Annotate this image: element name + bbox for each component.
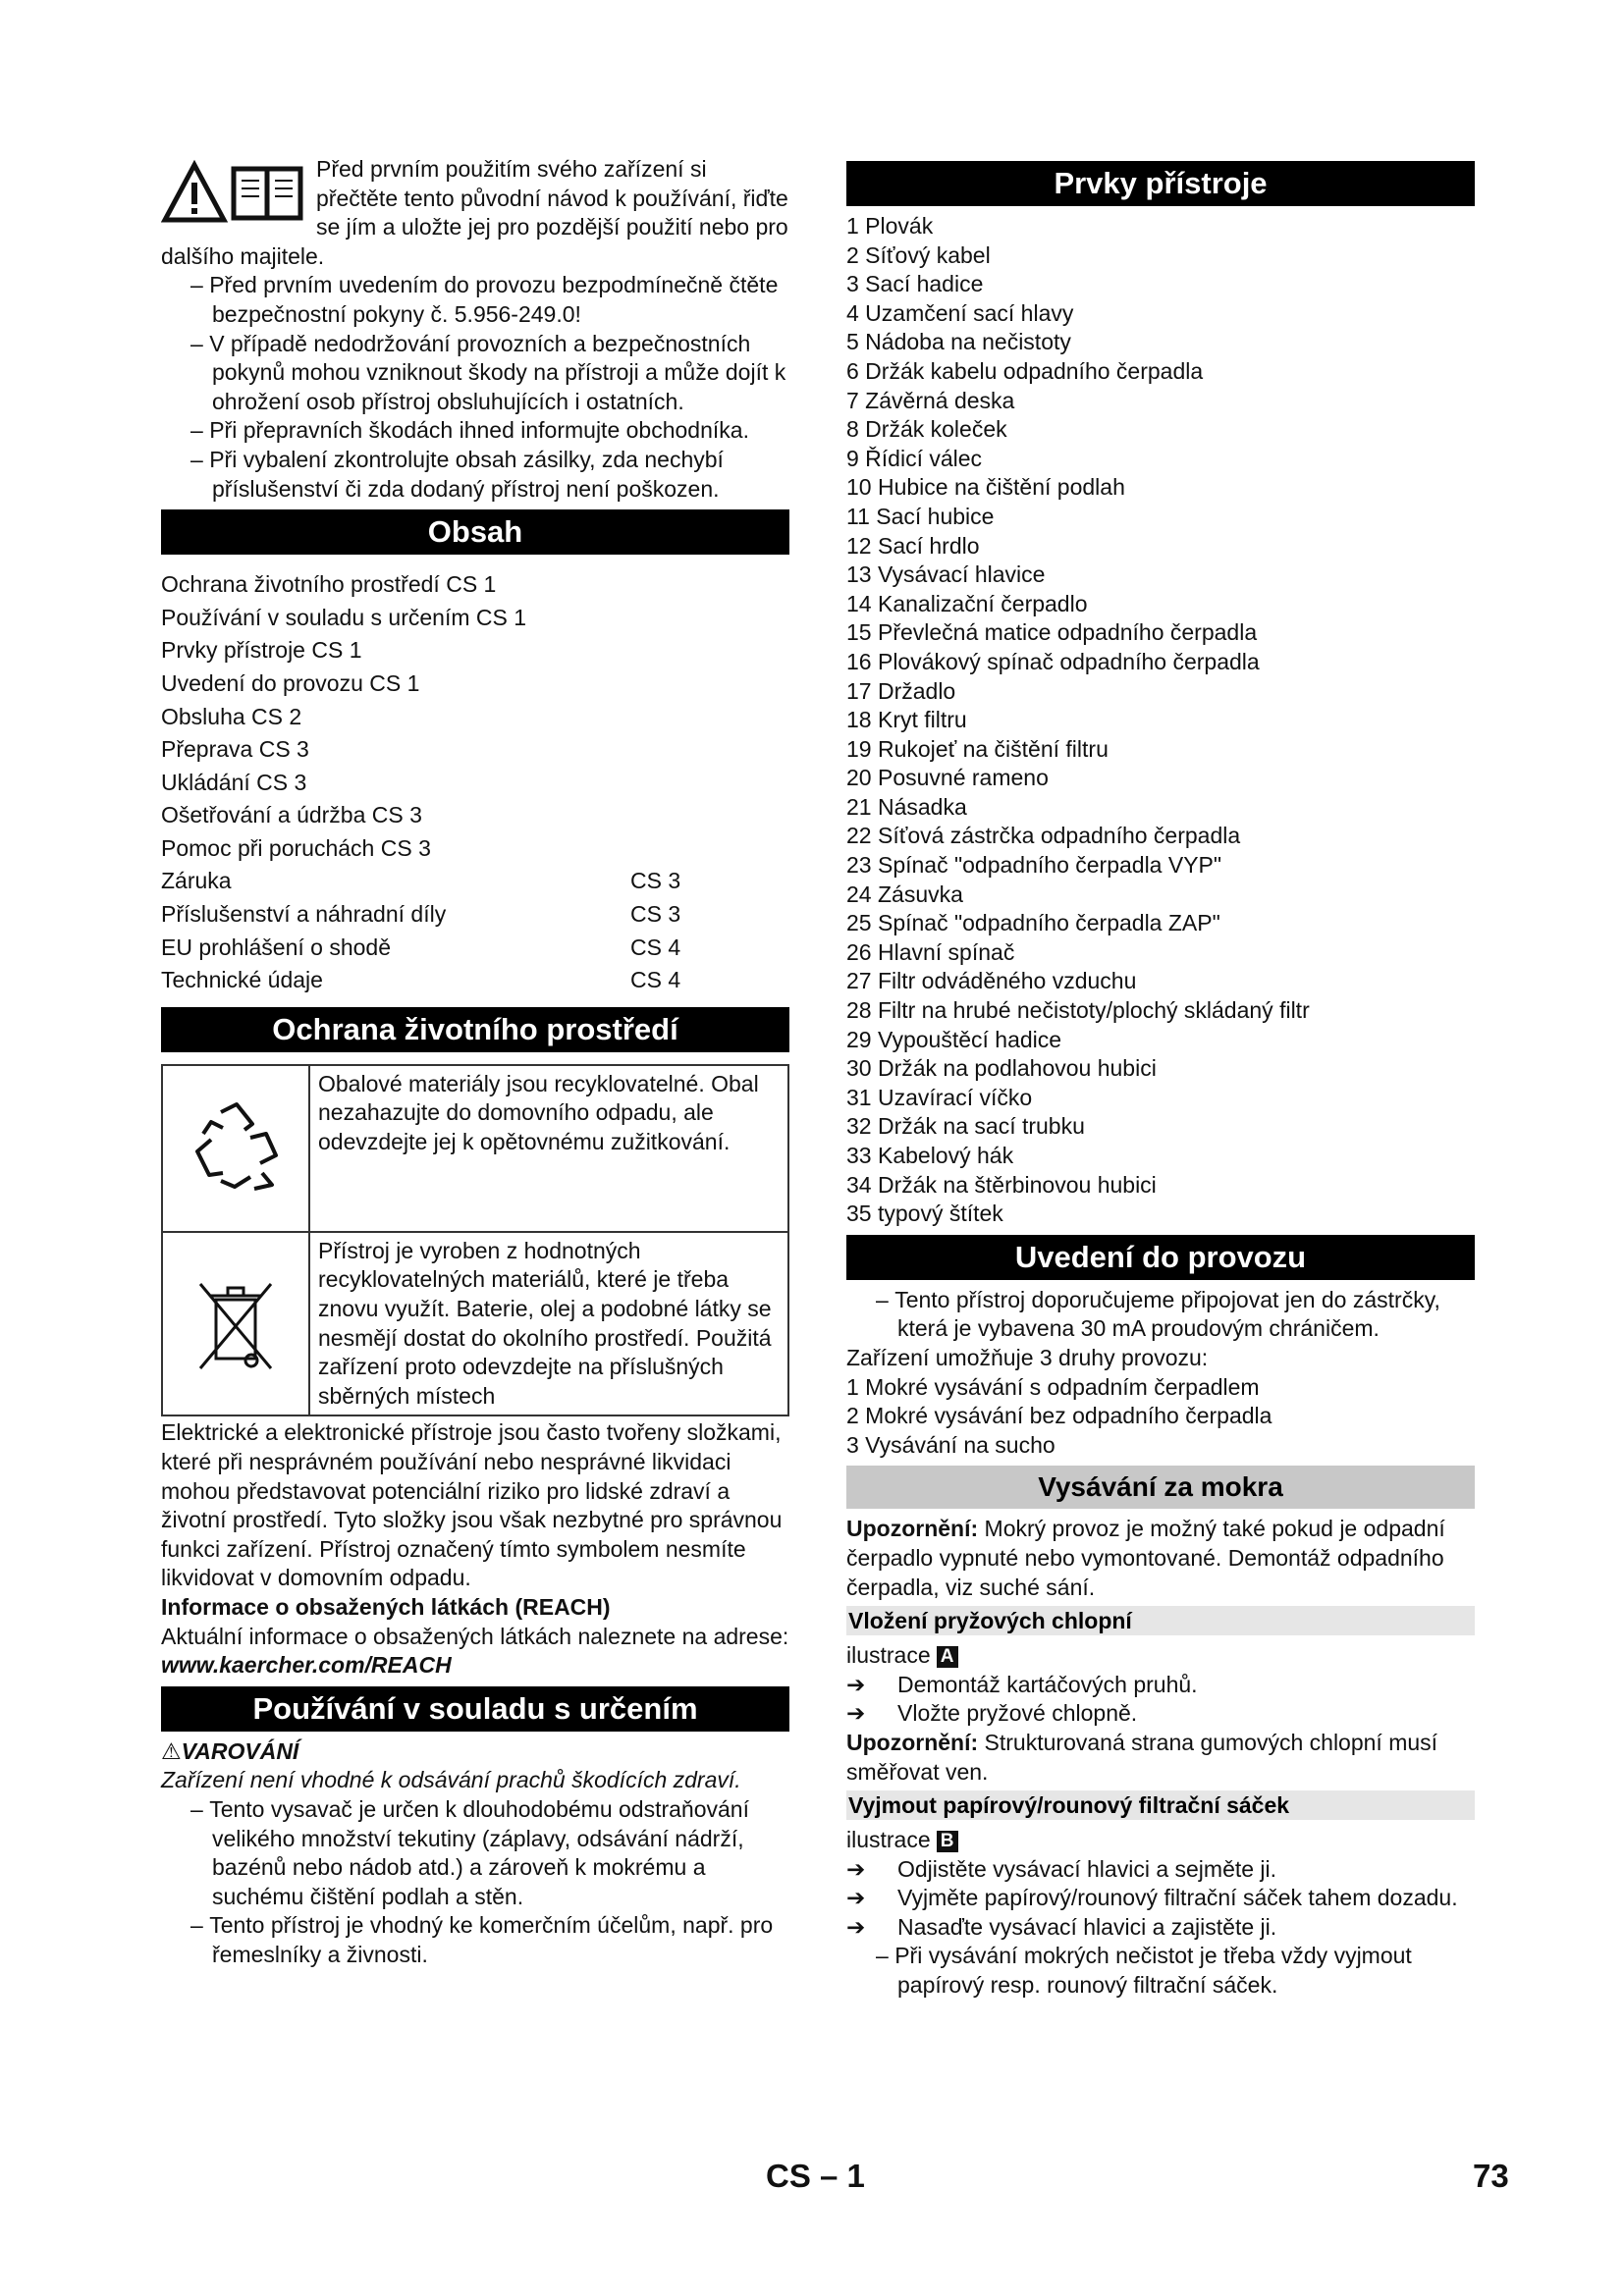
toc-label: Prvky přístroje CS 1 [161, 637, 362, 664]
reach-link[interactable]: www.kaercher.com/REACH [161, 1652, 452, 1679]
warning-line [161, 1737, 789, 1767]
left-column [161, 155, 789, 1970]
recycle-icon-cell [163, 1066, 310, 1231]
startup-heading: Uvedení do provozu [846, 1235, 1475, 1280]
environment-heading: Ochrana životního prostředí [161, 1007, 789, 1052]
mode-item: 2 Mokré vysávání bez odpadního čerpadla [846, 1403, 1272, 1429]
part-item: 16 Plovákový spínač odpadního čerpadla [846, 648, 1260, 674]
illustration-b-line [846, 1826, 1475, 1855]
part-item: 30 Držák na podlahovou hubici [846, 1055, 1157, 1082]
part-item: 27 Filtr odváděného vzduchu [846, 968, 1137, 994]
environment-table [161, 1064, 789, 1417]
toc-label: Ošetřování a údržba CS 3 [161, 802, 422, 828]
wet-note [846, 1515, 1475, 1602]
part-item: 12 Sací hrdlo [846, 532, 980, 559]
part-item: 24 Zásuvka [846, 881, 963, 907]
contents-heading: Obsah [161, 509, 789, 555]
flaps-step [846, 1671, 1475, 1700]
part-item: 25 Spínač "odpadního čerpadla ZAP" [846, 910, 1220, 936]
bag-bullet: – Při vysávání mokrých nečistot je třeba vždy vyjmout papírový resp. rounový filtrační sáček. [846, 1942, 1475, 2000]
intended-use-heading: Používání v souladu s určením [161, 1686, 789, 1732]
crossed-bin-icon [187, 1270, 285, 1378]
parts-heading: Prvky přístroje [846, 161, 1475, 206]
bin-row [163, 1231, 787, 1415]
toc-page: CS 3 [630, 901, 681, 928]
intro-bullet: – Při přepravních škodách ihned informujte obchodníka. [161, 416, 789, 446]
wet-note-text: Mokrý provoz je možný také pokud je odpadní čerpadlo vypnuté nebo vymontované. Demontáž odpadního čerpadla, viz suché sání. [846, 1516, 1445, 1600]
bag-step [846, 1855, 1475, 1885]
part-item: 21 Násadka [846, 793, 967, 820]
part-item: 14 Kanalizační čerpadlo [846, 590, 1088, 616]
arrow-icon: ➔ [846, 1671, 866, 1697]
toc-item[interactable] [161, 799, 789, 832]
bag-heading: Vyjmout papírový/rounový filtrační sáček [846, 1790, 1475, 1820]
toc-label: Ochrana životního prostředí CS 1 [161, 571, 497, 598]
arrow-icon: ➔ [846, 1855, 866, 1882]
part-item: 8 Držák koleček [846, 416, 1007, 443]
part-item: 1 Plovák [846, 213, 934, 239]
part-item: 3 Sací hadice [846, 271, 984, 297]
toc-label: Obsluha CS 2 [161, 703, 302, 729]
intro-text: Před prvním použitím svého zařízení si přečtěte tento původní návod k používání, řiďte se jím a uložte jej pro pozdější použití nebo pro dalšího majitele. [161, 156, 788, 269]
intro-bullet: – Před prvním uvedením do provozu bezpodmínečně čtěte bezpečnostní pokyny č. 5.956-249.0! [161, 271, 789, 329]
part-item: 22 Síťová zástrčka odpadního čerpadla [846, 823, 1241, 849]
warning-manual-icon [161, 157, 306, 226]
recycle-text: Obalové materiály jsou recyklovatelné. Obal nezahazujte do domovního odpadu, ale odevzdejte jej k opětovnému zužitkování. [318, 1070, 759, 1155]
toc-label: Používání v souladu s určením CS 1 [161, 604, 527, 630]
flaps-step-text: Vložte pryžové chlopně. [897, 1700, 1138, 1727]
illustration-b-badge: B [937, 1831, 958, 1852]
toc-item[interactable] [161, 865, 789, 898]
toc-label: Uvedení do provozu CS 1 [161, 669, 420, 696]
arrow-icon: ➔ [846, 1700, 866, 1727]
intended-use-bullet: – Tento přístroj je vhodný ke komerčním účelům, např. pro řemeslníky a živnosti. [161, 1911, 789, 1969]
part-item: 2 Síťový kabel [846, 241, 991, 268]
intro-bullet: – V případě nedodržování provozních a bezpečnostních pokynů mohou vzniknout škody na přístroji a může dojít k ohrožení osob přístroj obsluhujících i ostatních. [161, 330, 789, 417]
part-item: 5 Nádoba na nečistoty [846, 329, 1071, 355]
reach-text: Aktuální informace o obsažených látkách naleznete na adrese: [161, 1623, 789, 1649]
illustration-label: ilustrace [846, 1827, 931, 1853]
part-item: 17 Držadlo [846, 677, 956, 704]
toc-label: Ukládání CS 3 [161, 769, 307, 795]
toc-item[interactable] [161, 602, 789, 635]
reach-heading: Informace o obsažených látkách (REACH) [161, 1593, 611, 1620]
footer-section: CS – 1 [766, 2158, 865, 2194]
part-item: 23 Spínač "odpadního čerpadla VYP" [846, 852, 1222, 879]
part-item: 6 Držák kabelu odpadního čerpadla [846, 357, 1204, 384]
illustration-label: ilustrace [846, 1642, 931, 1669]
part-item: 7 Závěrná deska [846, 387, 1015, 413]
toc-label: Záruka [161, 868, 232, 894]
part-item: 18 Kryt filtru [846, 707, 967, 733]
bag-step-text: Odjistěte vysávací hlavici a sejměte ji. [897, 1855, 1277, 1882]
intended-use-bullet: – Tento vysavač je určen k dlouhodobému odstraňování velikého množství tekutiny (záplavy, odsávání nádrží, bazénů nebo nádob atd.) a zároveň k mokrému a suchému čištění podlah a stěn. [161, 1795, 789, 1911]
toc-item[interactable] [161, 767, 789, 800]
toc-item[interactable] [161, 701, 789, 734]
flaps-note-text: Strukturovaná strana gumových chlopní musí směřovat ven. [846, 1729, 1438, 1785]
warning-text: Zařízení není vhodné k odsávání prachů škodících zdraví. [161, 1767, 741, 1793]
part-item: 9 Řídicí válec [846, 445, 983, 471]
part-item: 35 typový štítek [846, 1201, 1003, 1227]
toc-page: CS 3 [630, 868, 681, 894]
toc-item[interactable] [161, 634, 789, 667]
part-item: 19 Rukojeť na čištění filtru [846, 735, 1109, 762]
flaps-note [846, 1729, 1475, 1787]
contents-list [161, 568, 789, 997]
arrow-icon: ➔ [846, 1913, 866, 1940]
flaps-step [846, 1699, 1475, 1729]
bag-step [846, 1884, 1475, 1913]
toc-label: Přeprava CS 3 [161, 736, 309, 763]
warning-label: VAROVÁNÍ [181, 1737, 299, 1764]
part-item: 11 Sací hubice [846, 503, 995, 529]
warning-icon: ⚠ [161, 1737, 182, 1764]
part-item: 31 Uzavírací víčko [846, 1084, 1033, 1110]
toc-item[interactable] [161, 898, 789, 932]
toc-item[interactable] [161, 667, 789, 701]
bag-step [846, 1913, 1475, 1943]
toc-label: Technické údaje [161, 967, 323, 993]
toc-item[interactable] [161, 964, 789, 997]
mode-item: 1 Mokré vysávání s odpadním čerpadlem [846, 1373, 1260, 1400]
toc-page: CS 4 [630, 934, 681, 960]
bin-icon-cell [163, 1233, 310, 1415]
part-item: 32 Držák na sací trubku [846, 1113, 1085, 1140]
bin-text: Přístroj je vyroben z hodnotných recyklovatelných materiálů, které je třeba znovu využít. Baterie, olej a podobné látky se nesmějí dostat do okolního prostředí. Použitá zařízení proto odevzdejte na příslušných sběrných místech [318, 1237, 772, 1409]
toc-label: EU prohlášení o shodě [161, 934, 391, 960]
startup-bullet: – Tento přístroj doporučujeme připojovat jen do zástrčky, která je vybavena 30 mA proudovým chráničem. [846, 1286, 1475, 1344]
part-item: 28 Filtr na hrubé nečistoty/plochý skládaný filtr [846, 997, 1310, 1024]
part-item: 4 Uzamčení sací hlavy [846, 299, 1074, 326]
toc-item[interactable] [161, 568, 789, 602]
part-item: 29 Vypouštěcí hadice [846, 1026, 1062, 1052]
wet-note-label: Upozornění: [846, 1516, 979, 1542]
toc-item[interactable] [161, 733, 789, 767]
part-item: 10 Hubice na čištění podlah [846, 474, 1125, 501]
recycle-row [163, 1066, 787, 1231]
toc-item[interactable] [161, 832, 789, 866]
illustration-a-badge: A [937, 1646, 958, 1668]
illustration-a-line [846, 1641, 1475, 1671]
arrow-icon: ➔ [846, 1885, 866, 1911]
right-column [846, 155, 1475, 2001]
flaps-step-text: Demontáž kartáčových pruhů. [897, 1671, 1198, 1697]
intro-bullet: – Při vybalení zkontrolujte obsah zásilky, zda nechybí příslušenství či zda dodaný přístroj není poškozen. [161, 446, 789, 504]
toc-label: Pomoc při poruchách CS 3 [161, 834, 431, 861]
part-item: 20 Posuvné rameno [846, 765, 1049, 791]
toc-label: Příslušenství a náhradní díly [161, 901, 447, 928]
wet-heading: Vysávání za mokra [846, 1466, 1475, 1509]
part-item: 33 Kabelový hák [846, 1143, 1014, 1168]
mode-item: 3 Vysávání na sucho [846, 1431, 1056, 1458]
toc-page: CS 4 [630, 967, 681, 993]
flaps-heading: Vložení pryžových chlopní [846, 1606, 1475, 1635]
weee-text: Elektrické a elektronické přístroje jsou často tvořeny složkami, které při nesprávném používání nebo nesprávné likvidaci mohou představovat potenciální riziko pro lidské zdraví a životní prostředí. Tyto složky jsou však nezbytné pro správnou funkci zařízení. Přístroj označený tímto symbolem nesmíte likvidovat v domovním odpadu. [161, 1419, 783, 1591]
parts-list [846, 212, 1475, 1229]
intro-section [161, 155, 789, 504]
toc-item[interactable] [161, 932, 789, 965]
page-number: 73 [1473, 2158, 1509, 2194]
part-item: 26 Hlavní spínač [846, 938, 1015, 965]
bag-step-text: Nasaďte vysávací hlavici a zajistěte ji. [897, 1913, 1277, 1940]
part-item: 13 Vysávací hlavice [846, 561, 1046, 588]
part-item: 15 Převlečná matice odpadního čerpadla [846, 619, 1258, 646]
bag-step-text: Vyjměte papírový/rounový filtrační sáček tahem dozadu. [897, 1885, 1458, 1911]
part-item: 34 Držák na štěrbinovou hubici [846, 1171, 1157, 1198]
recycle-icon [182, 1095, 290, 1202]
modes-intro: Zařízení umožňuje 3 druhy provozu: [846, 1344, 1209, 1370]
flaps-note-label: Upozornění: [846, 1729, 979, 1755]
